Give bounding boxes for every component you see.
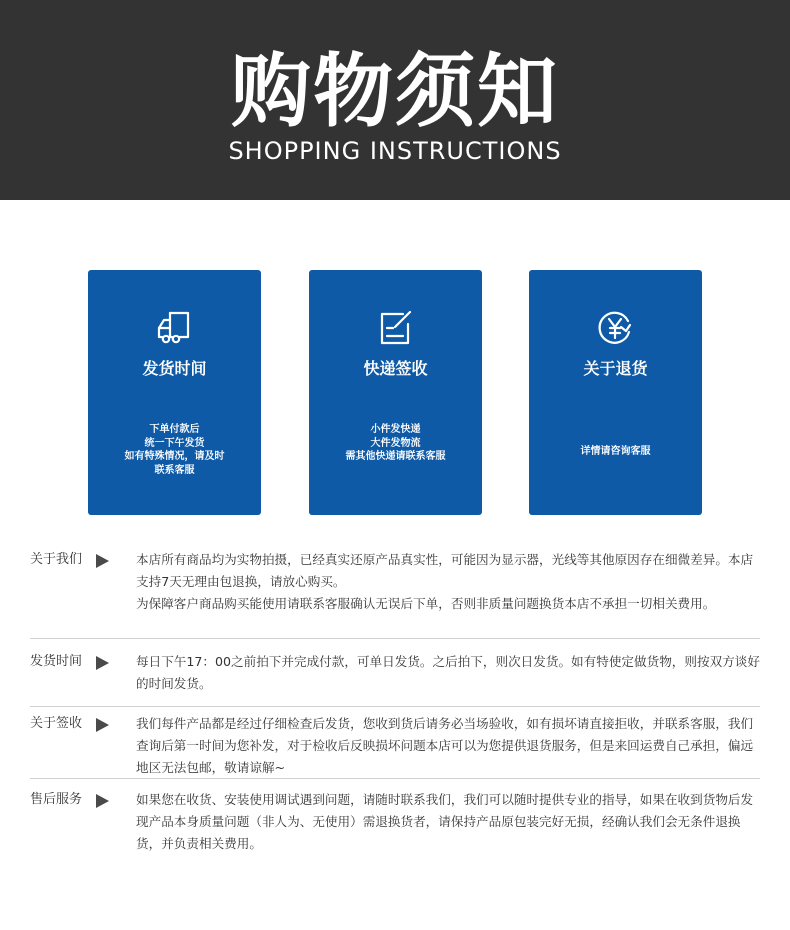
card-description-line: 大件发物流 bbox=[370, 437, 421, 449]
arrow-right-icon bbox=[96, 656, 109, 670]
section-label: 关于我们 bbox=[30, 552, 83, 567]
card-title: 快递签收 bbox=[363, 359, 428, 378]
card-description-line: 联系客服 bbox=[154, 464, 195, 476]
section-text bbox=[136, 789, 760, 855]
page-header bbox=[0, 0, 790, 200]
card-description-line: 如有特殊情况，请及时 bbox=[124, 451, 225, 462]
section-text bbox=[136, 549, 760, 615]
page-title: 购物须知 bbox=[231, 45, 559, 138]
section-paragraph: 如果您在收货、安装使用调试遇到问题，请随时联系我们，我们可以随时提供专业的指导，如果在收到货物后发现产品本身质量问题（非人为、无使用）需退换货者，请保持产品原包装完好无损，经确认我们会无条件退换货，并负责相关费用。 bbox=[136, 792, 754, 851]
section-label: 发货时间 bbox=[30, 654, 83, 669]
card-express-sign bbox=[309, 270, 482, 515]
card-description-line: 详情请咨询客服 bbox=[580, 446, 651, 457]
card-returns bbox=[529, 270, 702, 515]
card-title: 关于退货 bbox=[583, 359, 648, 378]
card-description bbox=[529, 445, 702, 459]
section-text bbox=[136, 713, 760, 779]
divider bbox=[30, 638, 760, 639]
section-paragraph: 每日下午17：00之前拍下并完成付款，可单日发货。之后拍下，则次日发货。如有特使定做货物，则按双方谈好的时间发货。 bbox=[136, 654, 760, 691]
arrow-right-icon bbox=[96, 718, 109, 732]
yen-return-icon bbox=[595, 308, 635, 348]
section-paragraph: 为保障客户商品购买能使用请联系客服确认无误后下单，否则非质量问题换货本店不承担一切相关费用。 bbox=[136, 596, 716, 611]
card-title: 发货时间 bbox=[142, 359, 207, 378]
divider bbox=[30, 706, 760, 707]
page-subtitle: SHOPPING INSTRUCTIONS bbox=[228, 137, 562, 165]
arrow-right-icon bbox=[96, 794, 109, 808]
card-description-line: 小件发快递 bbox=[370, 424, 421, 435]
arrow-right-icon bbox=[96, 554, 109, 568]
section-label: 售后服务 bbox=[30, 792, 83, 807]
divider bbox=[30, 778, 760, 779]
card-description bbox=[309, 423, 482, 464]
section-text bbox=[136, 651, 760, 695]
sign-edit-icon bbox=[375, 308, 415, 348]
section-paragraph: 本店所有商品均为实物拍摄，已经真实还原产品真实性，可能因为显示器，光线等其他原因存在细微差异。本店支持7天无理由包退换，请放心购买。 bbox=[136, 552, 754, 589]
delivery-truck-icon bbox=[154, 308, 194, 348]
section-paragraph: 我们每件产品都是经过仔细检查后发货，您收到货后请务必当场验收，如有损坏请直接拒收，并联系客服，我们查询后第一时间为您补发，对于检收后反映损坏问题本店可以为您提供退货服务，但是来回运费自己承担，偏远地区无法包邮，敬请谅解~ bbox=[136, 716, 754, 775]
card-description-line: 需其他快递请联系客服 bbox=[345, 451, 446, 462]
card-shipping-time bbox=[88, 270, 261, 515]
card-description-line: 统一下午发货 bbox=[144, 437, 205, 449]
card-description-line: 下单付款后 bbox=[149, 424, 200, 435]
card-description bbox=[88, 423, 261, 477]
section-label: 关于签收 bbox=[30, 716, 83, 731]
